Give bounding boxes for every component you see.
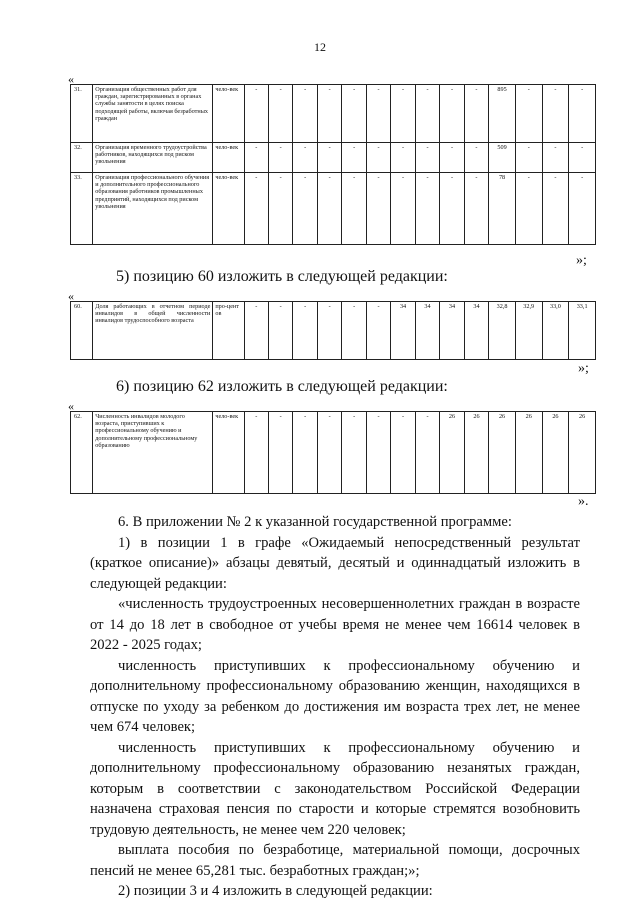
- paragraph-3: «численность трудоустроенных несовершеннолетних граждан в возрасте от 14 до 18 лет в свободное от учебы время не менее чем 16614 человек в 2022 - 2025 годах;: [90, 596, 580, 653]
- value-cell: -: [293, 302, 317, 360]
- indicator-name-cell: Организация общественных работ для граждан, зарегистрированных в органах службы занятости в целях поиска подходящей работы, включая безработных граждан: [93, 85, 213, 143]
- table-row: [71, 302, 596, 360]
- value-cell: -: [464, 173, 488, 245]
- paragraph-7: 2) позиции 3 и 4 изложить в следующей редакции:: [118, 883, 433, 899]
- value-cell: -: [415, 143, 439, 173]
- body-text: [90, 512, 580, 902]
- table1-open-quote: «: [68, 72, 74, 86]
- value-cell: -: [342, 412, 366, 494]
- section5-heading: 5) позицию 60 изложить в следующей редакции:: [116, 268, 448, 285]
- paragraph-6: выплата пособия по безработице, материальной помощи, досрочных пенсий не менее 65,281 тыс. безработных граждан;»;: [90, 842, 580, 879]
- value-cell: -: [268, 173, 292, 245]
- value-cell: -: [317, 143, 341, 173]
- value-cell: 26: [515, 412, 542, 494]
- value-cell: -: [464, 143, 488, 173]
- value-cell: -: [293, 173, 317, 245]
- value-cell: -: [342, 143, 366, 173]
- value-cell: -: [542, 85, 569, 143]
- value-cell: 26: [440, 412, 464, 494]
- value-cell: -: [366, 302, 390, 360]
- value-cell: 78: [489, 173, 516, 245]
- value-cell: -: [366, 143, 390, 173]
- value-cell: -: [366, 412, 390, 494]
- value-cell: -: [293, 143, 317, 173]
- indicator-name-cell: Организация временного трудоустройства работников, находящихся под риском увольнения: [93, 143, 213, 173]
- indicator-name-cell: Организация профессионального обучения и дополнительного профессионального образования работников промышленных предприятий, находящихся под риском увольнения: [93, 173, 213, 245]
- value-cell: -: [391, 173, 415, 245]
- table-row: [71, 85, 596, 143]
- table2-close-quote: »;: [578, 361, 589, 376]
- paragraph-1: 6. В приложении № 2 к указанной государственной программе:: [118, 514, 512, 530]
- value-cell: 26: [489, 412, 516, 494]
- value-cell: 34: [391, 302, 415, 360]
- table-row: [71, 143, 596, 173]
- value-cell: -: [268, 302, 292, 360]
- value-cell: -: [342, 85, 366, 143]
- value-cell: -: [244, 412, 268, 494]
- value-cell: 895: [489, 85, 516, 143]
- value-cell: -: [415, 173, 439, 245]
- value-cell: 26: [464, 412, 488, 494]
- value-cell: 34: [415, 302, 439, 360]
- position-number-cell: 33.: [71, 173, 93, 245]
- value-cell: -: [391, 85, 415, 143]
- section6-heading: 6) позицию 62 изложить в следующей редакции:: [116, 378, 448, 395]
- value-cell: 33,0: [542, 302, 569, 360]
- value-cell: 26: [569, 412, 596, 494]
- value-cell: -: [293, 412, 317, 494]
- value-cell: -: [415, 412, 439, 494]
- paragraph-5: численность приступивших к профессиональному обучению и дополнительному профессиональному образованию незанятых граждан, которым в соответствии с законодательством Российской Федерации назначена страховая пенсия по старости и которые стремятся возобновить трудовую деятельность, не менее чем 220 человек;: [90, 739, 580, 838]
- table3-open-quote: «: [68, 399, 74, 413]
- value-cell: 33,1: [569, 302, 596, 360]
- unit-cell: чело-век: [213, 412, 244, 494]
- table-positions-31-33: [70, 84, 596, 245]
- value-cell: -: [317, 173, 341, 245]
- page-number: 12: [314, 40, 326, 54]
- value-cell: -: [464, 85, 488, 143]
- value-cell: -: [569, 85, 596, 143]
- table-row: [71, 173, 596, 245]
- unit-cell: чело-век: [213, 85, 244, 143]
- value-cell: -: [569, 173, 596, 245]
- value-cell: -: [440, 85, 464, 143]
- value-cell: -: [268, 412, 292, 494]
- value-cell: -: [268, 85, 292, 143]
- value-cell: 509: [489, 143, 516, 173]
- value-cell: -: [342, 302, 366, 360]
- position-number-cell: 31.: [71, 85, 93, 143]
- value-cell: -: [391, 412, 415, 494]
- table3-close-quote: ».: [578, 494, 589, 509]
- value-cell: 32,9: [515, 302, 542, 360]
- table1-close-quote: »;: [576, 253, 587, 268]
- value-cell: -: [542, 143, 569, 173]
- value-cell: -: [317, 85, 341, 143]
- unit-cell: чело-век: [213, 143, 244, 173]
- value-cell: -: [244, 173, 268, 245]
- value-cell: -: [440, 173, 464, 245]
- position-number-cell: 32.: [71, 143, 93, 173]
- value-cell: -: [515, 85, 542, 143]
- value-cell: -: [342, 173, 366, 245]
- value-cell: -: [366, 173, 390, 245]
- value-cell: 26: [542, 412, 569, 494]
- value-cell: -: [515, 173, 542, 245]
- value-cell: -: [415, 85, 439, 143]
- value-cell: -: [244, 85, 268, 143]
- paragraph-2: 1) в позиции 1 в графе «Ожидаемый непосредственный результат (краткое описание)» абзацы девятый, десятый и одиннадцатый изложить в следующей редакции:: [90, 534, 580, 592]
- value-cell: -: [515, 143, 542, 173]
- value-cell: -: [268, 143, 292, 173]
- value-cell: -: [542, 173, 569, 245]
- value-cell: 32,8: [489, 302, 516, 360]
- value-cell: -: [317, 412, 341, 494]
- table-row: [71, 412, 596, 494]
- position-number-cell: 62.: [71, 412, 93, 494]
- value-cell: -: [391, 143, 415, 173]
- value-cell: -: [440, 143, 464, 173]
- table2-open-quote: «: [68, 289, 74, 303]
- table-position-60: [70, 301, 596, 360]
- value-cell: 34: [440, 302, 464, 360]
- value-cell: -: [366, 85, 390, 143]
- value-cell: -: [244, 302, 268, 360]
- unit-cell: чело-век: [213, 173, 244, 245]
- value-cell: -: [244, 143, 268, 173]
- table-position-62: [70, 411, 596, 494]
- unit-cell: про-цент ов: [213, 302, 244, 360]
- position-number-cell: 60.: [71, 302, 93, 360]
- value-cell: -: [293, 85, 317, 143]
- indicator-name-cell: Доля работающих в отчетном периоде инвалидов в общей численности инвалидов трудоспособного возраста: [93, 302, 213, 360]
- value-cell: -: [317, 302, 341, 360]
- value-cell: 34: [464, 302, 488, 360]
- value-cell: -: [569, 143, 596, 173]
- indicator-name-cell: Численность инвалидов молодого возраста, приступивших к профессиональному обучению и дополнительному профессиональному образованию: [93, 412, 213, 494]
- paragraph-4: численность приступивших к профессиональному обучению и дополнительному профессиональному образованию женщин, находящихся в отпуске по уходу за ребенком до достижения им возраста трех лет, не менее чем 674 человек;: [90, 657, 580, 735]
